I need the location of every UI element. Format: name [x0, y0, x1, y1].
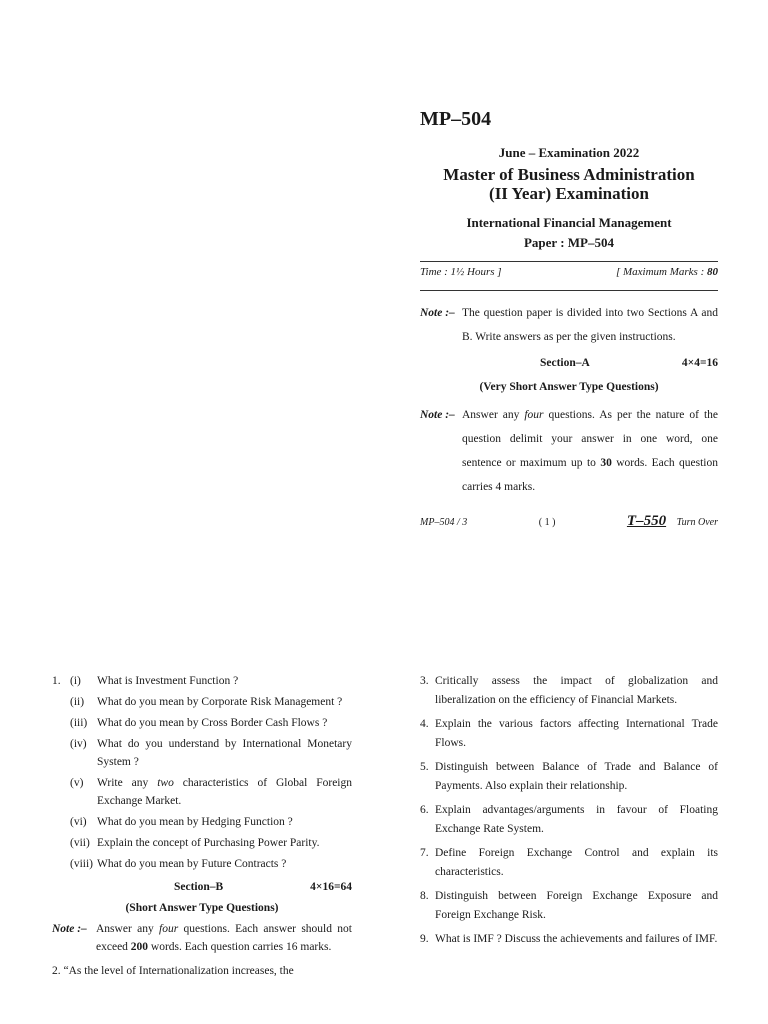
sub-question: (ii) What do you mean by Corporate Risk Management ? [70, 696, 343, 708]
question-2-partial: 2. “As the level of Internationalization increases, the [52, 965, 294, 977]
cover-page [420, 108, 718, 530]
general-note [420, 301, 718, 349]
page-footer [420, 513, 718, 530]
question-item: 8. Distinguish between Foreign Exchange Exposure and Foreign Exchange Risk. [420, 890, 718, 921]
paper-code: MP–504 [420, 108, 492, 130]
note-label: Note :– [52, 923, 87, 935]
exam-line: June – Examination 2022 [498, 145, 640, 160]
question-item: 7. Define Foreign Exchange Control and explain its characteristics. [420, 847, 718, 878]
question-item: 5. Distinguish between Balance of Trade and Balance of Payments. Also explain their relationship. [420, 761, 718, 792]
degree-line-2: (II Year) Examination [489, 184, 649, 203]
sub-question: (viii) What do you mean by Future Contracts ? [70, 858, 287, 870]
section-b-type: (Short Answer Type Questions) [125, 902, 279, 914]
max-marks: [ Maximum Marks : 80 [615, 266, 718, 278]
note-text: Answer any four questions. Each answer should not exceed 200 words. Each question carries 16 marks. [96, 923, 352, 953]
footer-code: MP–504 / 3 [420, 517, 468, 528]
degree-title [420, 165, 718, 203]
degree-line-1: Master of Business Administration [443, 165, 695, 184]
sub-question: (iv) What do you understand by International Monetary System ? [70, 738, 352, 768]
footer-right [627, 513, 718, 530]
max-marks-value: 80 [707, 266, 718, 278]
question-item: 9. What is IMF ? Discuss the achievements and failures of IMF. [420, 933, 718, 945]
sub-question: (i) What is Investment Function ? [70, 675, 239, 687]
time-allowed: Time : 1½ Hours ] [420, 266, 502, 278]
left-column [52, 672, 352, 977]
section-b-marks: 4×16=64 [310, 881, 352, 893]
section-a-title: Section–A [540, 357, 590, 369]
sub-question: (iii) What do you mean by Cross Border Cash Flows ? [70, 717, 328, 729]
question-item: 3. Critically assess the impact of globalization and liberalization on the efficiency of Financial Markets. [420, 675, 718, 706]
page-number: ( 1 ) [538, 517, 556, 528]
t-code: T–550 [626, 513, 667, 529]
section-a-marks: 4×4=16 [681, 357, 718, 369]
question-item: 6. Explain advantages/arguments in favour of Floating Exchange Rate System. [420, 804, 718, 835]
sub-question: (vi) What do you mean by Hedging Function ? [70, 816, 293, 828]
section-a-note [420, 403, 718, 499]
turn-over: Turn Over [676, 517, 718, 528]
sub-question: (v) Write any two characteristics of Global Foreign Exchange Market. [70, 777, 352, 807]
section-a-header [420, 357, 718, 369]
paper-label: Paper : MP–504 [523, 235, 615, 250]
note-label: Note :– [420, 307, 455, 319]
note-text: The question paper is divided into two Sections A and B. Write answers as per the given instructions. [462, 307, 718, 343]
section-b-note [52, 920, 352, 956]
note-label: Note :– [420, 409, 455, 421]
question-number: 1. [52, 675, 61, 687]
section-b-title: Section–B [174, 881, 224, 893]
subject-block [420, 213, 718, 253]
subject-title: International Financial Management [466, 215, 672, 230]
note-text: Answer any four questions. As per the nature of the question delimit your answer in one word, one sentence or maximum up to 30 words. Each question carries 4 marks. [462, 409, 719, 493]
sub-question: (vii) Explain the concept of Purchasing Power Parity. [70, 837, 320, 849]
section-b-header [52, 878, 352, 896]
section-a-type: (Very Short Answer Type Questions) [479, 381, 659, 393]
question-1 [52, 672, 352, 876]
right-column [420, 672, 718, 954]
question-item: 4. Explain the various factors affecting International Trade Flows. [420, 718, 718, 749]
sub-question-list [70, 672, 352, 876]
time-marks-row [420, 262, 718, 282]
divider-bottom [420, 290, 718, 291]
